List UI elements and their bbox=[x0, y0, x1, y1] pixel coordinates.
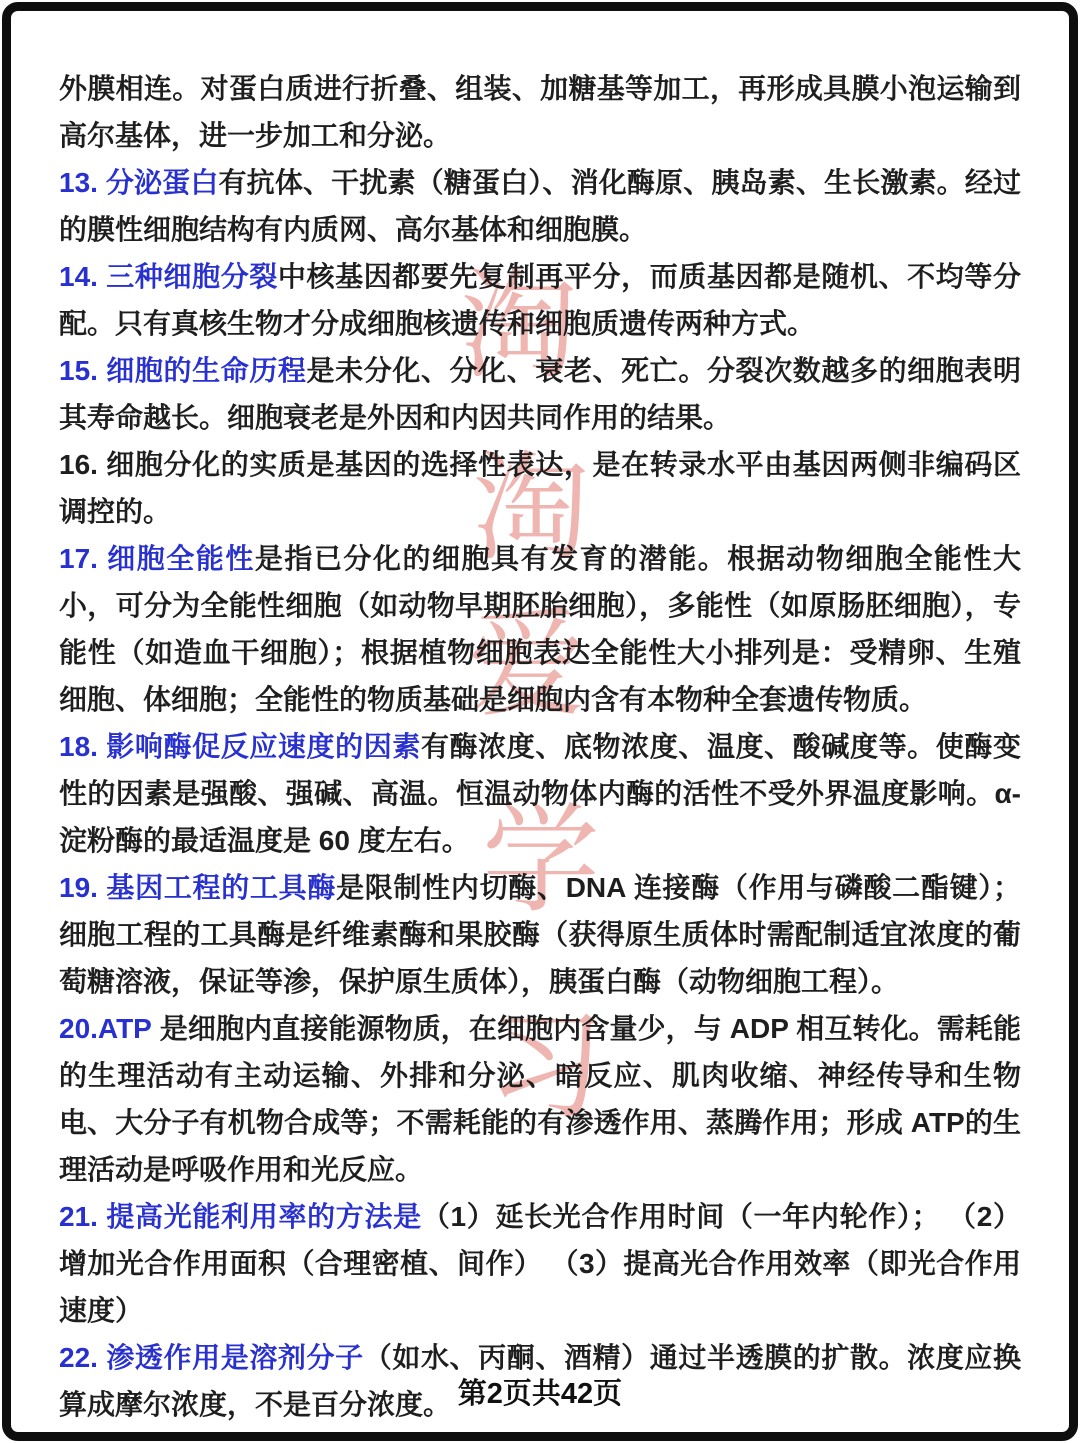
note-keyword: 14. 三种细胞分裂 bbox=[59, 261, 278, 292]
watermark-char: 学 bbox=[482, 795, 601, 927]
watermark-char: 淘 bbox=[460, 261, 579, 393]
note-text: 外膜相连。对蛋白质进行折叠、组装、加糖基等加工，再形成具膜小泡运输到高尔基体，进一步加工和分泌。 bbox=[59, 73, 1021, 151]
note-item-21 bbox=[59, 1193, 1021, 1334]
page-number-text: 第2页共42页 bbox=[457, 1378, 623, 1410]
note-keyword: 20.ATP bbox=[59, 1013, 152, 1044]
note-text: 中核基因都要先复制再平分，而质基因都是随机、不均等分配。只有真核生物才分成细胞核遗传和细胞质遗传两种方式。 bbox=[59, 261, 1021, 339]
note-keyword: 15. 细胞的生命历程 bbox=[59, 355, 307, 386]
note-keyword: 17. 细胞全能性 bbox=[59, 543, 255, 574]
note-item-17 bbox=[59, 535, 1021, 731]
note-item-20 bbox=[59, 1001, 1021, 1193]
note-text: 有抗体、干扰素（糖蛋白）、消化酶原、胰岛素、生长激素。经过的膜性细胞结构有内质网、高尔基体和细胞膜。 bbox=[59, 167, 1021, 245]
note-item-13 bbox=[59, 159, 1021, 253]
note-item-14 bbox=[59, 253, 1021, 347]
note-item-15 bbox=[59, 347, 1021, 441]
note-keyword: 21. 提高光能利用率的方法是 bbox=[59, 1201, 422, 1232]
note-text: （如水、丙酮、酒精）通过半透膜的扩散。浓度应换算成摩尔浓度，不是百分浓度。 bbox=[59, 1342, 1021, 1420]
note-text: 是细胞内直接能源物质，在细胞内含量少，与 ADP 相互转化。需耗能的生理活动有主动运输、外排和分泌、暗反应、肌肉收缩、神经传导和生物电、大分子有机物合成等；不需耗能的有渗透作用、蒸腾作用；形成 ATP的生理活动是呼吸作用和光反应。 bbox=[59, 1013, 1021, 1185]
note-item-19 bbox=[59, 864, 1021, 1005]
watermark-char: 爱 bbox=[468, 599, 587, 731]
note-text: 有酶浓度、底物浓度、温度、酸碱度等。使酶变性的因素是强酸、强碱、高温。恒温动物体内酶的活性不受外界温度影响。α-淀粉酶的最适温度是 60 度左右。 bbox=[59, 731, 1021, 856]
watermark-char: 淘 bbox=[472, 443, 591, 575]
watermark-char: 习 bbox=[487, 1001, 606, 1133]
page-footer bbox=[0, 1371, 1080, 1412]
paragraph-continuation bbox=[59, 65, 1021, 159]
note-text: （1）延长光合作用时间（一年内轮作）； （2）增加光合作用面积（合理密植、间作） （3）提高光合作用效率（即光合作用速度） bbox=[59, 1201, 1021, 1326]
note-keyword: 13. 分泌蛋白 bbox=[59, 167, 219, 198]
note-keyword: 22. 渗透作用是溶剂分子 bbox=[59, 1342, 364, 1373]
note-text: 16. 细胞分化的实质是基因的选择性表达，是在转录水平由基因两侧非编码区调控的。 bbox=[59, 449, 1021, 527]
note-item-16 bbox=[59, 441, 1021, 535]
note-text: 是未分化、分化、衰老、死亡。分裂次数越多的细胞表明其寿命越长。细胞衰老是外因和内因共同作用的结果。 bbox=[59, 355, 1021, 433]
note-text: 是限制性内切酶、DNA 连接酶（作用与磷酸二酯键）；细胞工程的工具酶是纤维素酶和果胶酶（获得原生质体时需配制适宜浓度的葡萄糖溶液，保证等渗，保护原生质体），胰蛋白酶（动物细胞工程）。 bbox=[59, 872, 1021, 997]
note-keyword: 18. 影响酶促反应速度的因素 bbox=[59, 731, 421, 762]
note-item-18 bbox=[59, 723, 1021, 864]
note-text: 是指已分化的细胞具有发育的潜能。根据动物细胞全能性大小，可分为全能性细胞（如动物早期胚胎细胞），多能性（如原肠胚细胞），专能性（如造血干细胞）；根据植物细胞表达全能性大小排列是：受精卵、生殖细胞、体细胞；全能性的物质基础是细胞内含有本物种全套遗传物质。 bbox=[59, 543, 1021, 715]
notes-content bbox=[59, 65, 1021, 1428]
note-keyword: 19. 基因工程的工具酶 bbox=[59, 872, 337, 903]
